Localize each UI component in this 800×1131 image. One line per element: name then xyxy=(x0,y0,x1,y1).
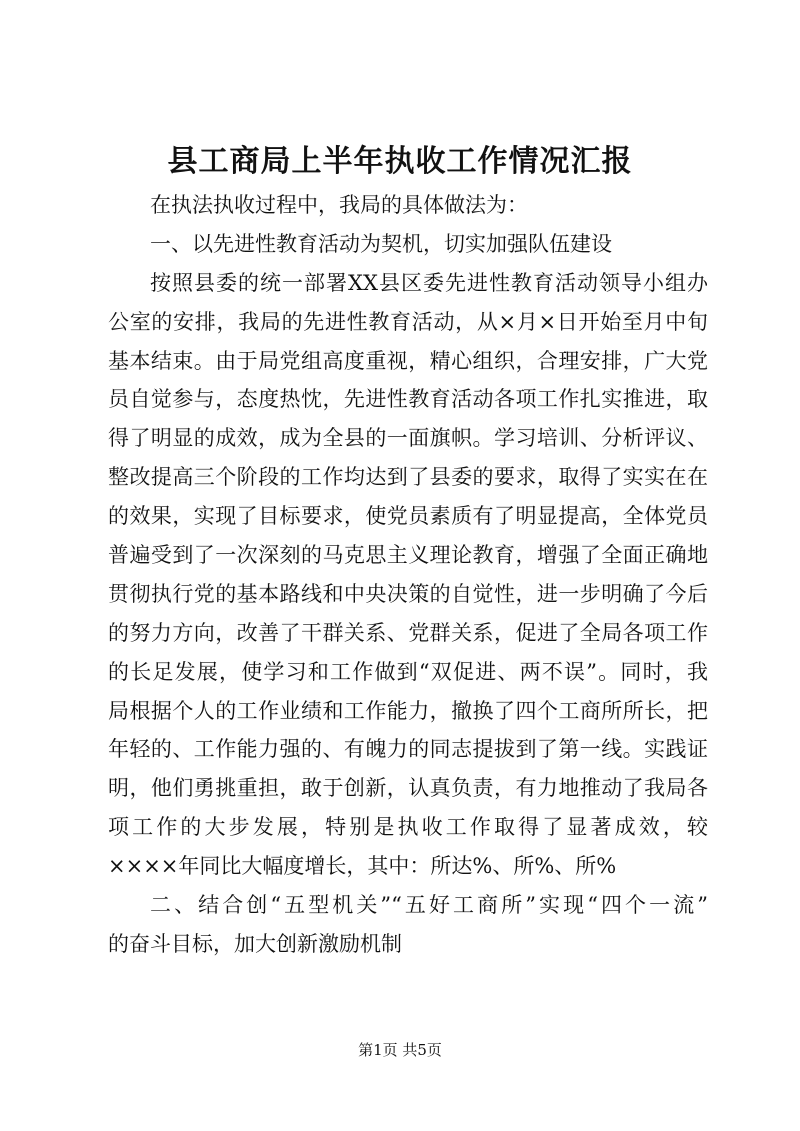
paragraph-line: 公室的安排，我局的先进性教育活动，从×月×日开始至月中旬 xyxy=(108,309,708,334)
paragraph-line: 员自觉参与，态度热忱，先进性教育活动各项工作扎实推进，取 xyxy=(108,387,708,412)
paragraph-line: 得了明显的成效，成为全县的一面旗帜。学习培训、分析评议、 xyxy=(108,426,708,451)
paragraph-line: 普遍受到了一次深刻的马克思主义理论教育，增强了全面正确地 xyxy=(108,543,708,568)
paragraph-line: 整改提高三个阶段的工作均达到了县委的要求，取得了实实在在 xyxy=(108,465,708,490)
document-body xyxy=(108,186,708,964)
section-heading-2: 二、结合创“五型机关”“五好工商所”实现“四个一流” xyxy=(150,893,708,918)
paragraph-line: 基本结束。由于局党组高度重视，精心组织，合理安排，广大党 xyxy=(108,348,708,373)
paragraph-line: 年轻的、工作能力强的、有魄力的同志提拔到了第一线。实践证 xyxy=(108,737,708,762)
paragraph-line: 贯彻执行党的基本路线和中央决策的自觉性，进一步明确了今后 xyxy=(108,581,708,606)
paragraph-line: 的效果，实现了目标要求，使党员素质有了明显提高，全体党员 xyxy=(108,504,708,529)
section-heading-2-continued: 的奋斗目标，加大创新激励机制 xyxy=(108,931,402,956)
paragraph-line: 在执法执收过程中，我局的具体做法为： xyxy=(150,193,528,217)
section-heading-1: 一、以先进性教育活动为契机，切实加强队伍建设 xyxy=(150,231,612,256)
page-number-footer: 第1页 共5页 xyxy=(358,1041,442,1059)
paragraph-line: 局根据个人的工作业绩和工作能力，撤换了四个工商所所长，把 xyxy=(108,698,708,723)
paragraph-line: 项工作的大步发展，特别是执收工作取得了显著成效，较 xyxy=(108,815,708,840)
paragraph-line: 的长足发展，使学习和工作做到“双促进、两不误”。同时，我 xyxy=(108,659,708,684)
paragraph-line: 的努力方向，改善了干群关系、党群关系，促进了全局各项工作 xyxy=(108,620,708,645)
paragraph-line: 明，他们勇挑重担，敢于创新，认真负责，有力地推动了我局各 xyxy=(108,776,708,801)
document-title: 县工商局上半年执收工作情况汇报 xyxy=(167,144,633,179)
paragraph-line: ××××年同比大幅度增长，其中：所达%、所%、所% xyxy=(108,854,617,879)
paragraph-line: 按照县委的统一部署XX县区委先进性教育活动领导小组办 xyxy=(150,270,708,295)
